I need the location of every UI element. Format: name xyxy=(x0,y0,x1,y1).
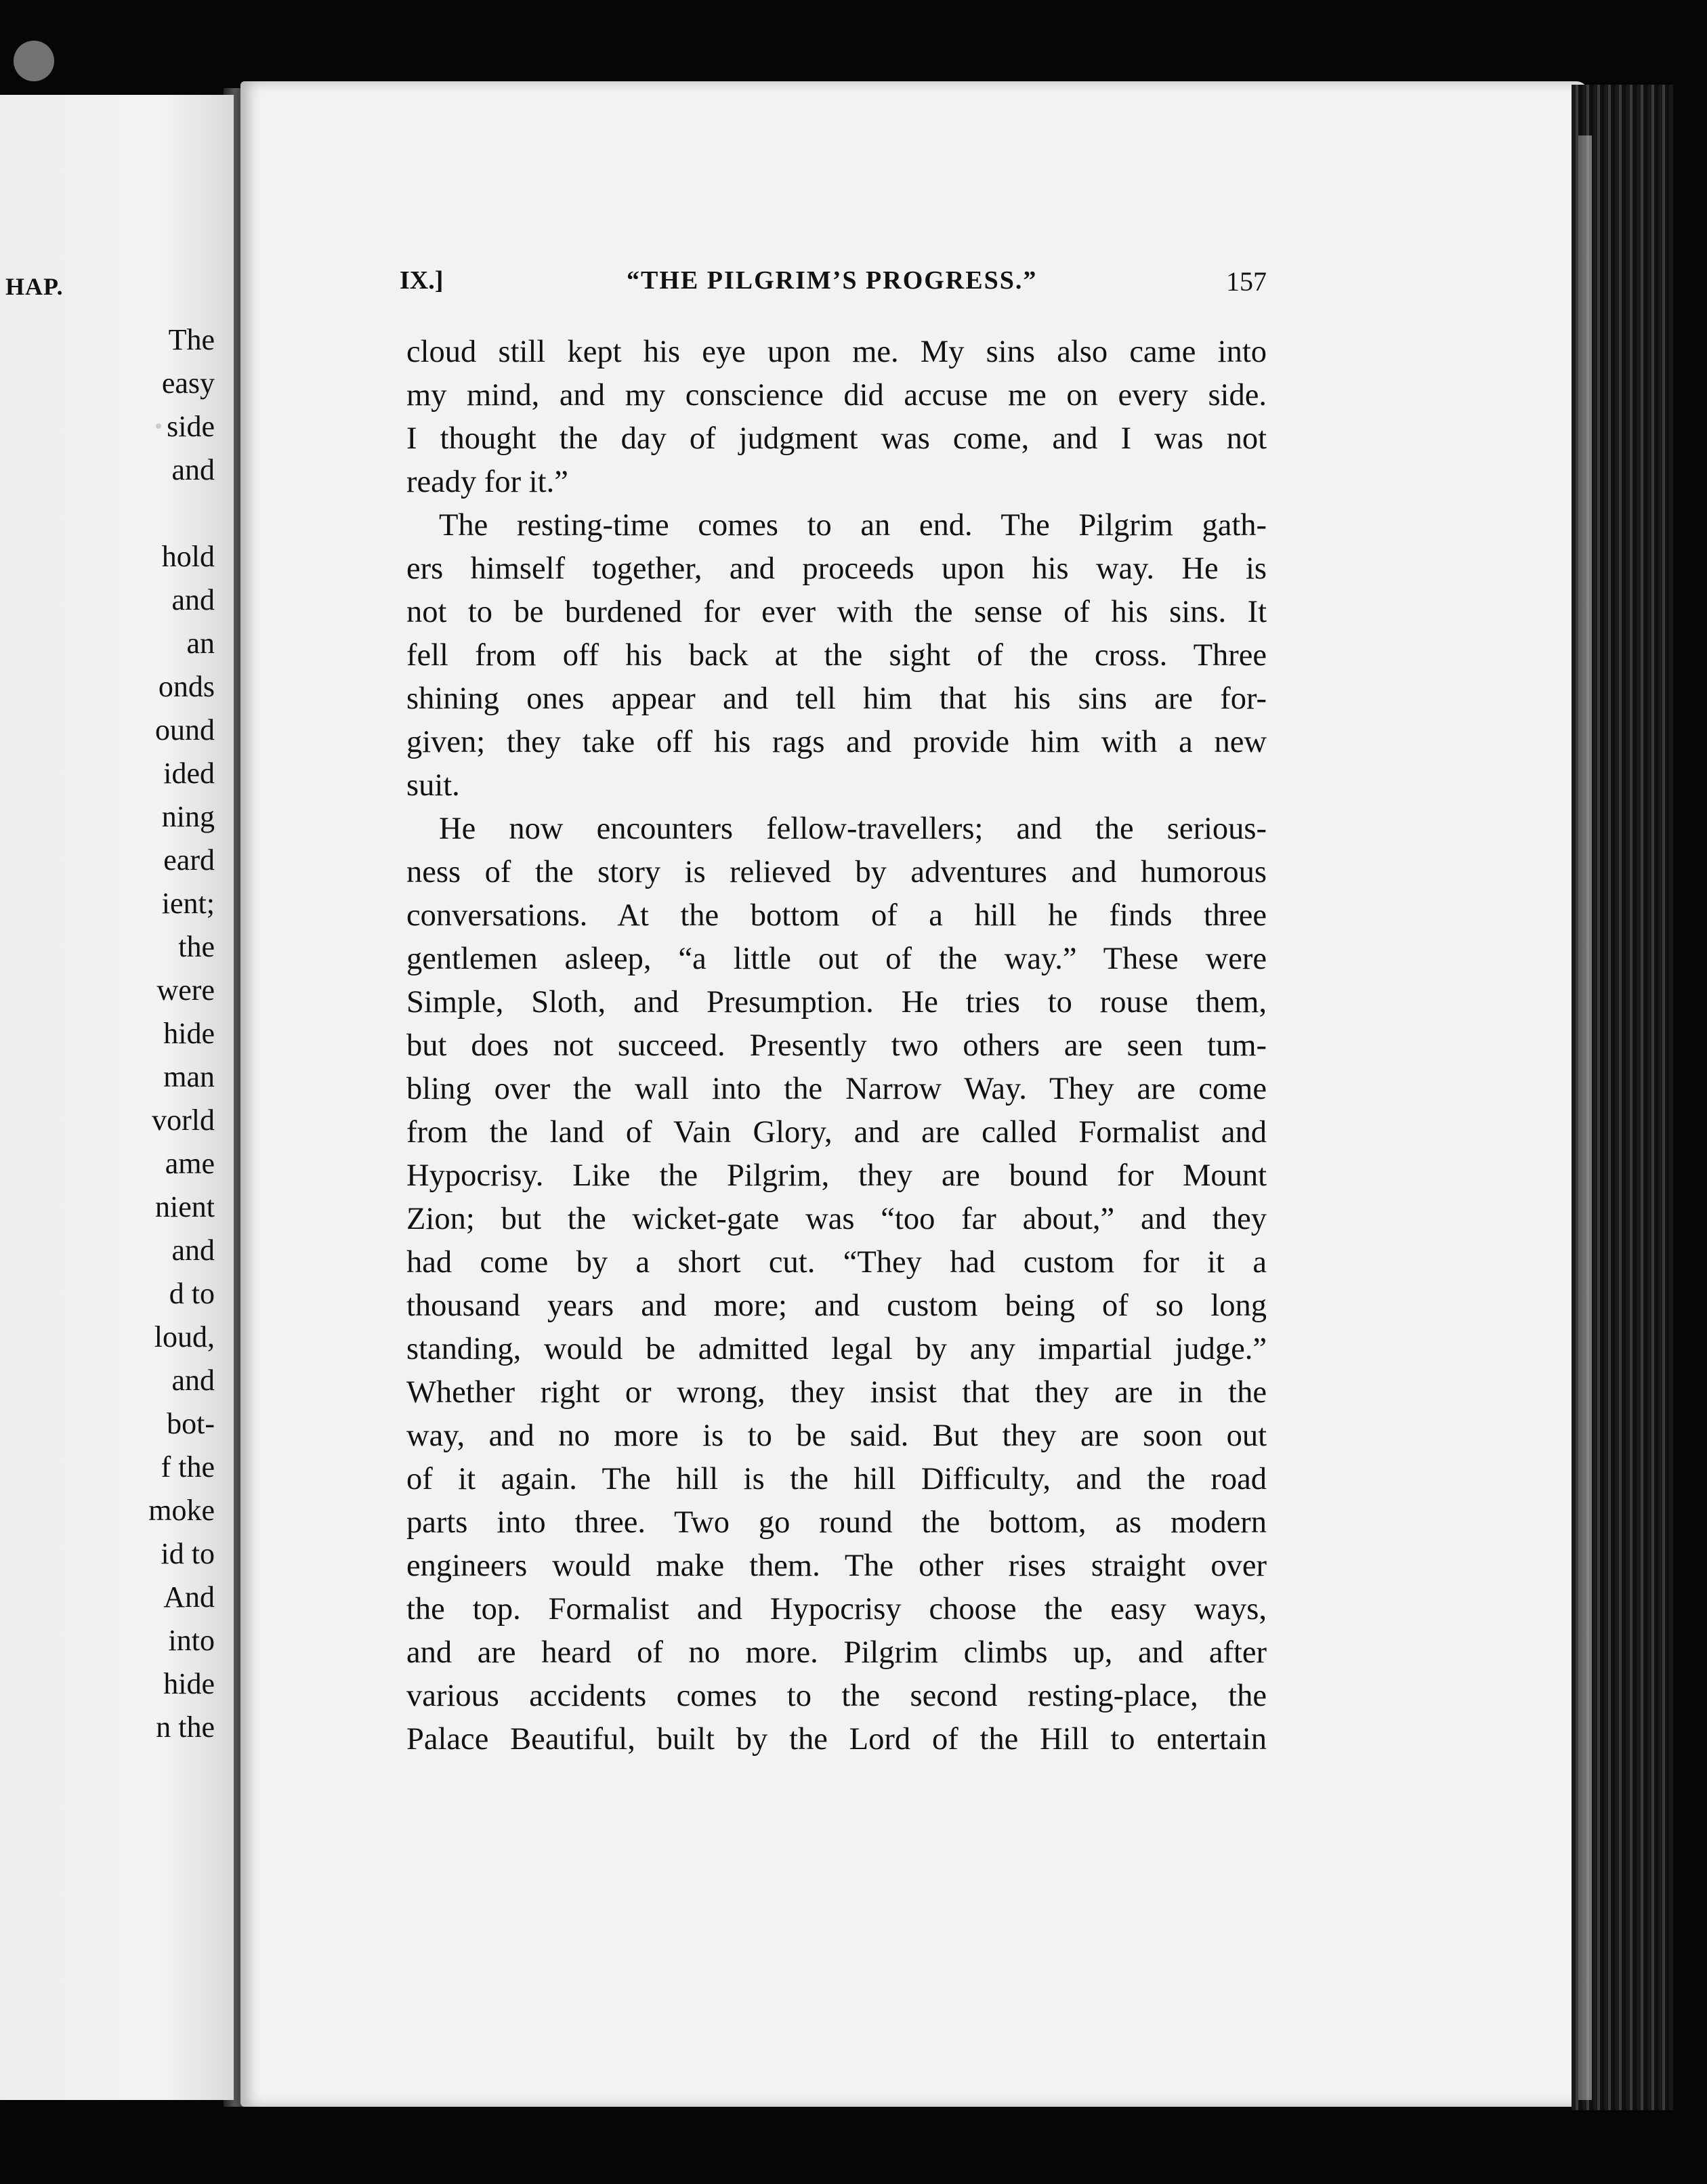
text-line: ready for it.” xyxy=(406,465,568,499)
left-page-line xyxy=(148,492,215,535)
page-number: 157 xyxy=(1226,266,1267,297)
left-page xyxy=(0,95,234,2100)
left-page-line: side xyxy=(167,410,215,443)
text-line: conversations. At the bottom of a hill he finds three xyxy=(406,898,1267,933)
left-page-line: And xyxy=(163,1580,215,1614)
text-line: Whether right or wrong, they insist that they are in the xyxy=(406,1375,1267,1410)
left-page-line: nient xyxy=(155,1190,215,1223)
text-line: not to be burdened for ever with the sense of his sins. It xyxy=(406,595,1267,629)
text-line: standing, would be admitted legal by any impartial judge.” xyxy=(406,1332,1267,1366)
text-line: the top. Formalist and Hypocrisy choose the easy ways, xyxy=(406,1592,1267,1626)
left-page-line: an xyxy=(186,627,215,660)
left-page-line: The xyxy=(168,323,215,356)
text-line: various accidents comes to the second resting-place, the xyxy=(406,1679,1267,1713)
left-page-line: ided xyxy=(163,757,215,790)
left-page-line: loud, xyxy=(154,1320,215,1353)
left-page-line: onds xyxy=(158,670,215,703)
text-line: The resting-time comes to an end. The Pilgrim gath- xyxy=(439,508,1267,543)
left-page-line: d to xyxy=(169,1277,215,1310)
left-page-line: were xyxy=(156,973,215,1007)
text-line: fell from off his back at the sight of the cross. Three xyxy=(406,638,1267,673)
left-page-line: hide xyxy=(163,1667,215,1700)
left-page-line: the xyxy=(178,930,215,963)
paper-speck xyxy=(156,423,161,429)
left-page-line: easy xyxy=(161,366,215,400)
text-line: gentlemen asleep, “a little out of the way.” These were xyxy=(406,942,1267,976)
left-page-line: ound xyxy=(155,713,215,747)
left-page-line: and xyxy=(171,453,215,486)
text-line: parts into three. Two go round the bottom, as modern xyxy=(406,1505,1267,1540)
left-page-line: n the xyxy=(156,1710,215,1744)
text-line: He now encounters fellow-travellers; and the serious- xyxy=(439,812,1267,846)
text-line: suit. xyxy=(406,768,460,803)
running-header xyxy=(400,266,1267,299)
left-page-line: moke xyxy=(148,1494,215,1527)
left-page-line: bot- xyxy=(167,1407,215,1440)
text-line: I thought the day of judgment was come, and I was not xyxy=(406,421,1267,456)
text-line: bling over the wall into the Narrow Way. They are come xyxy=(406,1072,1267,1106)
text-line: way, and no more is to be said. But they are soon out xyxy=(406,1419,1267,1453)
text-line: of it again. The hill is the hill Difficulty, and the road xyxy=(406,1462,1267,1496)
left-page-line: eard xyxy=(163,843,215,877)
text-line: had come by a short cut. “They had custom for it a xyxy=(406,1245,1267,1280)
text-line: and are heard of no more. Pilgrim climbs up, and after xyxy=(406,1635,1267,1670)
left-page-line: f the xyxy=(161,1450,215,1484)
left-page-line: and xyxy=(171,583,215,616)
left-page-line: hide xyxy=(163,1017,215,1050)
text-line: thousand years and more; and custom being of so long xyxy=(406,1288,1267,1323)
text-line: my mind, and my conscience did accuse me on every side. xyxy=(406,378,1267,413)
text-line: from the land of Vain Glory, and are called Formalist and xyxy=(406,1115,1267,1150)
left-page-line: ame xyxy=(165,1147,215,1180)
text-line: ness of the story is relieved by adventures and humorous xyxy=(406,855,1267,889)
left-page-line: id to xyxy=(161,1537,215,1570)
left-page-line: ient; xyxy=(161,887,215,920)
left-page-line: and xyxy=(171,1364,215,1397)
text-line: ers himself together, and proceeds upon his way. He is xyxy=(406,551,1267,586)
page-body-text xyxy=(406,331,1267,1761)
left-page-line: and xyxy=(171,1234,215,1267)
text-line: but does not succeed. Presently two others are seen tum- xyxy=(406,1028,1267,1063)
text-line: cloud still kept his eye upon me. My sins also came into xyxy=(406,335,1267,369)
chapter-marker: IX.] xyxy=(400,266,444,295)
left-page-line: man xyxy=(163,1060,215,1093)
running-title: “THE PILGRIM’S PROGRESS.” xyxy=(627,266,1038,295)
left-page-text xyxy=(148,318,215,1749)
left-page-header: HAP. xyxy=(5,273,64,300)
text-line: Hypocrisy. Like the Pilgrim, they are bound for Mount xyxy=(406,1158,1267,1193)
left-page-line: hold xyxy=(161,540,215,573)
text-line: Zion; but the wicket-gate was “too far about,” and they xyxy=(406,1202,1267,1236)
text-line: Simple, Sloth, and Presumption. He tries to rouse them, xyxy=(406,985,1267,1020)
left-page-line: ning xyxy=(161,800,215,833)
page-edge-highlight xyxy=(1578,135,1592,2100)
left-page-line: into xyxy=(168,1624,215,1657)
left-page-line: vorld xyxy=(152,1104,215,1137)
text-line: Palace Beautiful, built by the Lord of the Hill to entertain xyxy=(406,1722,1267,1757)
text-line: shining ones appear and tell him that his sins are for- xyxy=(406,681,1267,716)
light-glare xyxy=(14,41,54,81)
text-line: engineers would make them. The other rises straight over xyxy=(406,1549,1267,1583)
text-line: given; they take off his rags and provide him with a new xyxy=(406,725,1267,759)
